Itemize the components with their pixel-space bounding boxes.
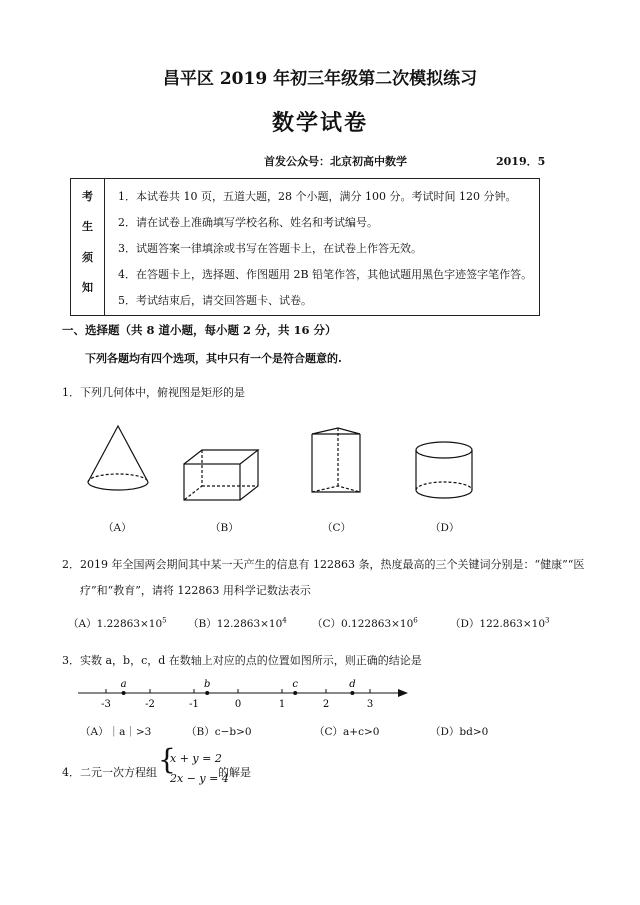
q1-option-c: （C）: [322, 522, 352, 534]
q2-option-c: $(C)0.122863\times 10^6$: [312, 616, 418, 630]
section-instruction: 下列各题均有四个选项，其中只有一个是符合题意的.: [85, 352, 342, 365]
number-line-tick-label: 1: [278, 699, 286, 710]
notice-item: 1．本试卷共 10 页，五道大题，28 个小题，满分 100 分。考试时间 120 分钟。: [118, 190, 517, 203]
q3-option-d: （D）bd>0: [430, 726, 489, 738]
cuboid-icon: [184, 450, 258, 500]
question-1-stem: 1．下列几何体中，俯视图是矩形的是: [62, 386, 245, 399]
number-line-point: [293, 691, 297, 695]
q2-option-d: $(D)122.863\times 10^3$: [450, 616, 550, 630]
notice-box: [70, 178, 540, 316]
equation-1: x + y = 2: [170, 752, 222, 765]
number-line-tick-label: 3: [366, 699, 374, 710]
notice-label: [71, 179, 105, 315]
number-line-tick-label: 2: [322, 699, 330, 710]
notice-label-char: 考: [82, 190, 93, 203]
number-line-tick-label: -3: [101, 699, 111, 710]
q1-option-a: （A）: [103, 522, 132, 534]
notice-item: 2．请在试卷上准确填写学校名称、姓名和考试编号。: [118, 216, 378, 229]
number-line-point-label: d: [349, 679, 356, 690]
notice-item: 4．在答题卡上，选择题、作图题用 2B 铅笔作答，其他试题用黑色字迹签字笔作答。: [118, 268, 533, 281]
number-line-tick-label: -2: [145, 699, 155, 710]
cylinder-icon: [416, 442, 472, 498]
section-heading: 一、选择题（共 8 道小题，每小题 2 分，共 16 分）: [62, 323, 337, 337]
notice-item: 5．考试结束后，请交回答题卡、试卷。: [118, 294, 312, 307]
number-line-point-label: c: [292, 679, 299, 690]
q1-option-d: （D）: [430, 522, 460, 534]
q3-option-a: （A）｜a｜>3: [80, 726, 152, 738]
q1-figures: [0, 420, 640, 510]
q1-option-b: （B）: [210, 522, 239, 534]
number-line-point-label: a: [120, 679, 127, 690]
q3-option-c: （C）a+c>0: [314, 726, 380, 738]
number-line-point: [350, 691, 354, 695]
question-2-stem-line1: 2．2019 年全国两会期间其中某一天产生的信息有 122863 条，热度最高的三个关键词分别是：“健康”“医: [62, 558, 585, 571]
publisher-line: 首发公众号：北京初高中数学: [264, 155, 407, 168]
q3-option-b: （B）c−b>0: [186, 726, 252, 738]
paper-subtitle: 数学试卷: [271, 110, 368, 136]
number-line-point-label: b: [203, 679, 211, 690]
date-line: 2019．5: [496, 155, 546, 168]
number-line-point: [205, 691, 209, 695]
question-3-stem: 3．实数 a，b，c，d 在数轴上对应的点的位置如图所示，则正确的结论是: [62, 654, 422, 667]
paper-title: 昌平区 2019 年初三年级第二次模拟练习: [162, 69, 478, 89]
equation-2: 2x − y = 4: [170, 772, 229, 785]
number-line-tick-label: 0: [234, 699, 242, 710]
question-4-stem-suffix: 的解是: [218, 766, 251, 779]
notice-item: 3．试题答案一律填涂或书写在答题卡上，在试卷上作答无效。: [118, 242, 422, 255]
notice-label-char: 须: [82, 251, 93, 264]
number-line-arrow-icon: [398, 689, 408, 697]
number-line: [0, 676, 640, 716]
brace-icon: {: [158, 743, 176, 776]
notice-label-char: 生: [82, 220, 93, 233]
triangular-prism-icon: [312, 428, 360, 492]
notice-label-char: 知: [82, 281, 93, 294]
q2-option-b: $(B)12.2863\times 10^4$: [188, 616, 287, 630]
q2-option-a: $(A)1.22863\times 10^5$: [68, 616, 167, 630]
cone-icon: [88, 426, 148, 490]
question-4-stem-prefix: 4．二元一次方程组: [62, 766, 157, 779]
number-line-point: [122, 691, 126, 695]
question-2-stem-line2: 疗”和“教育”，请将 122863 用科学记数法表示: [80, 584, 311, 597]
number-line-tick-label: -1: [189, 699, 199, 710]
